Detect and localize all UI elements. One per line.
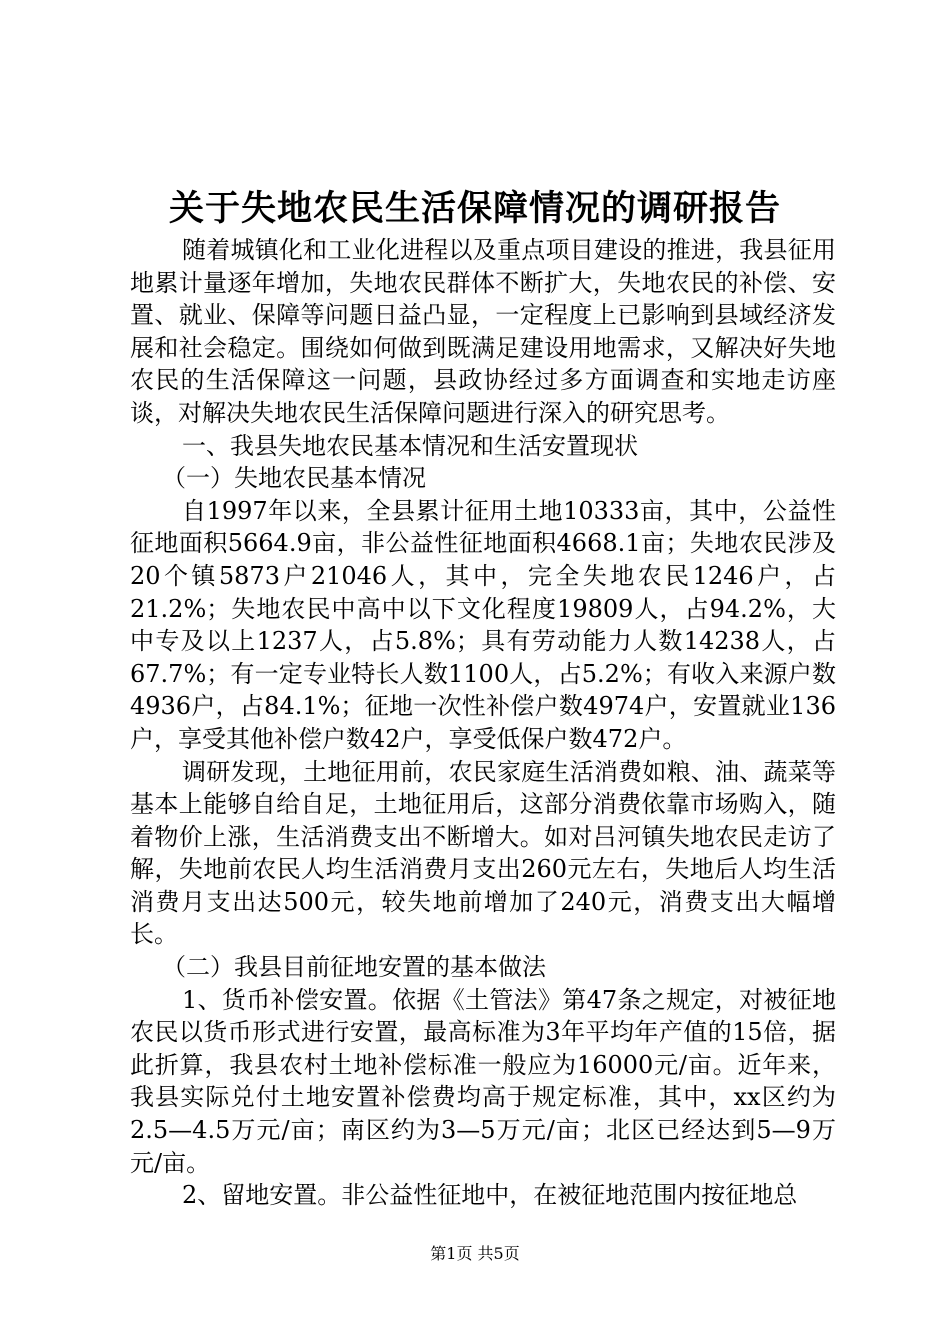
subsection-heading-1: （一）失地农民基本情况 xyxy=(162,464,426,493)
document-body xyxy=(130,234,836,1212)
page-footer: 第1页 共5页 xyxy=(430,1244,520,1263)
paragraph-intro: 随着城镇化和工业化进程以及重点项目建设的推进，我县征用地累计量逐年增加，失地农民群体不断扩大，失地农民的补偿、安置、就业、保障等问题日益凸显，一定程度上已影响到县域经济发展和社会稳定。围绕如何做到既满足建设用地需求，又解决好失地农民的生活保障这一问题，县政协经过多方面调查和实地走访座谈，对解决失地农民生活保障问题进行深入的研究思考。 xyxy=(130,236,836,427)
paragraph-monetary-compensation: 1、货币补偿安置。依据《土管法》第47条之规定，对被征地农民以货币形式进行安置，最高标准为3年平均年产值的15倍，据此折算，我县农村土地补偿标准一般应为16000元/亩。近年来，我县实际兑付土地安置补偿费均高于规定标准，其中，xx区约为2.5—4.5万元/亩；南区约为3—5万元/亩；北区已经达到5—9万元/亩。 xyxy=(130,985,836,1177)
paragraph-survey-findings: 调研发现，土地征用前，农民家庭生活消费如粮、油、蔬菜等基本上能够自给自足，土地征用后，这部分消费依靠市场购入，随着物价上涨，生活消费支出不断增大。如对吕河镇失地农民走访了解，失地前农民人均生活消费月支出260元左右，失地后人均生活消费月支出达500元，较失地前增加了240元，消费支出大幅增长。 xyxy=(130,757,836,949)
paragraph-land-retention: 2、留地安置。非公益性征地中，在被征地范围内按征地总 xyxy=(182,1181,798,1210)
document-title: 关于失地农民生活保障情况的调研报告 xyxy=(168,189,781,229)
paragraph-statistics: 自1997年以来，全县累计征用土地10333亩，其中，公益性征地面积5664.9亩，非公益性征地面积4668.1亩；失地农民涉及20个镇5873户21046人，其中，完全失地农民1246户，占21.2%；失地农民中高中以下文化程度19809人，占94.2%，大中专及以上1237人，占5.8%；具有劳动能力人数14238人，占67.7%；有一定专业特长人数1100人，占5.2%；有收入来源户数4936户，占84.1%；征地一次性补偿户数4974户，安置就业136户，享受其他补偿户数42户，享受低保户数472户。 xyxy=(130,496,836,753)
section-heading-1: 一、我县失地农民基本情况和生活安置现状 xyxy=(182,431,638,460)
subsection-heading-2: （二）我县目前征地安置的基本做法 xyxy=(162,953,546,982)
